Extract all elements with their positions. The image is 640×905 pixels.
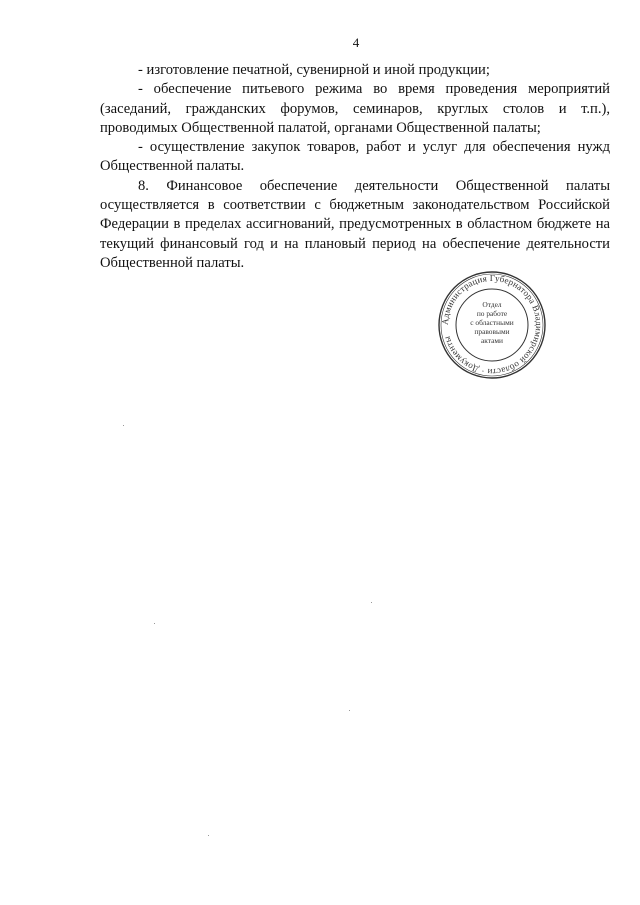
stamp-line: Отдел — [482, 300, 502, 309]
scan-speck — [371, 602, 372, 603]
scan-speck — [123, 425, 124, 426]
stamp-line: правовыми — [474, 327, 510, 336]
document-body — [100, 61, 610, 273]
paragraph-drinking-regime: - обеспечение питьевого режима во время проведения мероприятий (заседаний, гражданских форумов, семинаров, круглых столов и т.п.), проводимых Общественной палатой, органами Общественной палаты; — [100, 81, 610, 136]
page-number: 4 — [352, 35, 360, 50]
scan-speck — [154, 623, 155, 624]
stamp-line: по работе — [476, 309, 508, 318]
paragraph-procurement: - осуществление закупок товаров, работ и услуг для обеспечения нужд Общественной палаты. — [100, 139, 610, 175]
stamp-center-text — [437, 300, 547, 345]
stamp-line: актами — [480, 336, 503, 345]
scan-speck — [208, 835, 209, 836]
stamp-line: с областными — [470, 318, 514, 327]
stamp-ring-text: Администрация Губернатора Владимирской области · Документы — [439, 272, 545, 378]
paragraph-financing: 8. Финансовое обеспечение деятельности Общественной палаты осуществляется в соответствии с бюджетным законодательством Российской Федерации в пределах ассигнований, предусмотренных в областном бюджете на текущий финансовый год и на плановый период на обеспечение деятельности Общественной палаты. — [100, 177, 610, 271]
official-stamp — [437, 270, 547, 380]
scan-speck — [349, 710, 350, 711]
paragraph-printing: - изготовление печатной, сувенирной и иной продукции; — [138, 62, 490, 78]
